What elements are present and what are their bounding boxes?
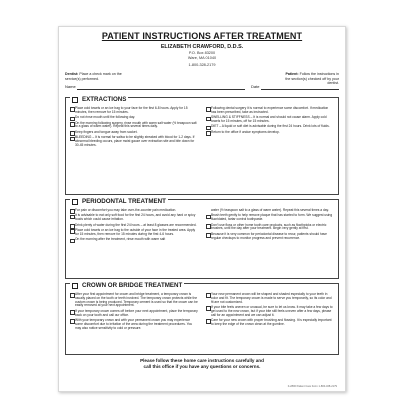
item-checkbox[interactable] — [206, 126, 211, 131]
name-label: Name — [65, 84, 76, 89]
item-checkbox[interactable] — [70, 209, 75, 214]
list-item: Place cold towels or an ice bag to the outside of your face in the treated area. Apply for 15 minutes, then remove for 15 minutes during the first 4-6 hours. — [70, 229, 198, 237]
item-checkbox[interactable] — [206, 131, 211, 136]
list-item: Brush teeth gently to help remove plaque that has started to form. We suggest using fluoridated, tartar control toothpaste. — [206, 214, 334, 222]
item-checkbox[interactable] — [70, 107, 75, 112]
item-checkbox[interactable] — [70, 131, 75, 136]
date-line[interactable] — [261, 89, 339, 90]
list-item: BLEEDING – It is normal for saliva to be slightly streaked with blood for 1-2 days. If abnormal bleeding occurs, place moist gauze over extraction site and bite down for 30-45 minutes. — [70, 136, 198, 147]
list-item: After your first appointment for crown and bridge treatment, a temporary crown is usually placed on the tooth or teeth involved. The temporary crown protects while the custom crown is being produced. Temporary cement is used so that the crown can be easily removed at your next appointment. — [70, 293, 198, 308]
extractions-section — [65, 97, 339, 195]
item-checkbox[interactable] — [70, 310, 75, 315]
crown-checkbox[interactable] — [72, 283, 78, 289]
periodontal-title: PERIODONTAL TREATMENT — [82, 198, 166, 205]
list-item: If your temporary crown comes off before your next appointment, place the temporary back on your tooth and call our office. — [70, 310, 198, 318]
list-item: DIET – A liquid or soft diet is advisable during the first 24 hours. Drink lots of fluids. — [206, 125, 334, 129]
footer-line-1: Please follow these home care instructions carefully and — [140, 358, 264, 363]
periodontal-right-column — [206, 209, 334, 242]
dentist-note — [65, 72, 123, 81]
instruction-sheet — [58, 26, 346, 392]
periodontal-left-column — [70, 209, 198, 244]
list-item: Return to the office if undue symptoms develop. — [206, 131, 334, 135]
footer-line-2: call this office if you have any questions or concerns. — [143, 364, 261, 369]
doctor-address-line1: P.O. Box 83200 — [188, 51, 216, 55]
date-label: Date — [251, 84, 260, 89]
list-item: On the morning following surgery, rinse mouth with warm salt water (½ teaspoon salt to a glass of warm water). Repeat this several times daily. — [70, 122, 198, 130]
patient-note-text: Follow the instructions in the section(s) checked off by your dentist. — [285, 72, 339, 86]
item-checkbox[interactable] — [206, 117, 211, 122]
list-item: Keep fingers and tongue away from socket. — [70, 131, 198, 135]
crown-right-column — [206, 293, 334, 328]
item-checkbox[interactable] — [206, 215, 211, 220]
item-checkbox[interactable] — [70, 224, 75, 229]
patient-note-label: Patient: — [285, 72, 299, 76]
dentist-note-label: Dentist: — [65, 72, 79, 76]
extractions-checkbox[interactable] — [72, 97, 78, 103]
list-item: water (½ teaspoon salt to a glass of warm water). Repeat this several times a day. — [211, 208, 329, 212]
doctor-phone: 1-800-328-2179 — [188, 63, 216, 67]
crown-title: CROWN OR BRIDGE TREATMENT — [82, 282, 183, 289]
crown-left-column — [70, 293, 198, 332]
name-line[interactable] — [77, 89, 245, 90]
crown-section — [65, 283, 339, 355]
item-checkbox[interactable] — [206, 293, 211, 298]
list-item: Place cold towels or an ice bag to your face for the first 6-8 hours. Apply for 15 minutes, then remove for 15 minutes. — [70, 107, 198, 115]
item-checkbox[interactable] — [70, 319, 75, 324]
item-checkbox[interactable] — [70, 293, 75, 298]
list-item: With your temporary crown and with your permanent crown you may experience some discomfort due to irritation of the area during the treatment procedures. You may also notice sensitivity to cold or pressure. — [70, 319, 198, 330]
item-checkbox[interactable] — [206, 224, 211, 229]
item-checkbox[interactable] — [206, 233, 211, 238]
list-item: Care for your new crown with proper brushing and flossing. It is especially important to keep the edge of the crown clean at the gumline. — [206, 319, 334, 327]
doctor-name: ELIZABETH CRAWFORD, D.D.S. — [160, 44, 244, 50]
form-code: F-2800 Patient Care Form 1-800-328-2179 — [287, 385, 337, 388]
dentist-note-text: Place a check mark on the service(s) performed. — [65, 72, 122, 81]
extractions-heading — [70, 96, 128, 103]
list-item: If your bite feels uneven or unusual, be sure to let us know. It may take a few days to get used to the new crown, but if your bite still feels uneven after a few days, please call for an appointment and we can adjust it. — [206, 306, 334, 317]
item-checkbox[interactable] — [70, 137, 75, 142]
doctor-address-line2: Ware, MA 01040 — [187, 55, 217, 60]
periodontal-heading — [70, 198, 168, 205]
page-title: PATIENT INSTRUCTIONS AFTER TREATMENT — [101, 31, 303, 41]
item-checkbox[interactable] — [206, 319, 211, 324]
list-item: Drink plenty of water during the first 24 hours – at least 8 glasses are recommended. — [70, 224, 198, 228]
list-item: For pain or discomfort you may take over-the-counter pain medication. — [70, 209, 198, 213]
extractions-left-column — [70, 107, 198, 149]
list-item: It is advisable to eat only soft food for the first 24 hours, and avoid any hard or spicy foods which could cause irritation. — [70, 214, 198, 222]
list-item: Don't use floss or other home tooth care products, such as floothpicks or electric brushes, until the day after your treatment. Begin very gently at first. — [206, 224, 334, 232]
footer-message — [59, 358, 345, 370]
list-item: SWELLING & STIFFNESS – It is normal and should not cause alarm. Apply cold towels for 15 minutes, off for 15 minutes. — [206, 116, 334, 124]
name-date-row — [65, 84, 339, 90]
list-item: Following dental surgery it is normal to experience some discomfort. If medication has been prescribed, take as instructed. — [206, 107, 334, 115]
item-checkbox[interactable] — [70, 239, 75, 244]
periodontal-checkbox[interactable] — [72, 199, 78, 205]
list-item: Your new permanent crown will be shaped and shaded especially to your teeth in color and fit. The temporary crown is made to serve you temporarily, so its color and fit are not customized. — [206, 293, 334, 304]
extractions-title: EXTRACTIONS — [82, 96, 127, 103]
extractions-right-column — [206, 107, 334, 136]
item-checkbox[interactable] — [206, 107, 211, 112]
item-checkbox[interactable] — [70, 117, 75, 122]
list-item: On the morning after the treatment, rinse mouth with warm salt — [70, 238, 198, 242]
list-item: Do not rinse mouth until the following day. — [70, 116, 198, 120]
list-item: Because it is very common for periodontal disease to recur, patients should have regular checkups to monitor progress and prevent recurrence. — [206, 233, 334, 241]
item-checkbox[interactable] — [70, 215, 75, 220]
item-checkbox[interactable] — [206, 306, 211, 311]
periodontal-section — [65, 199, 339, 279]
item-checkbox[interactable] — [70, 122, 75, 127]
crown-heading — [70, 282, 184, 289]
item-checkbox[interactable] — [70, 229, 75, 234]
